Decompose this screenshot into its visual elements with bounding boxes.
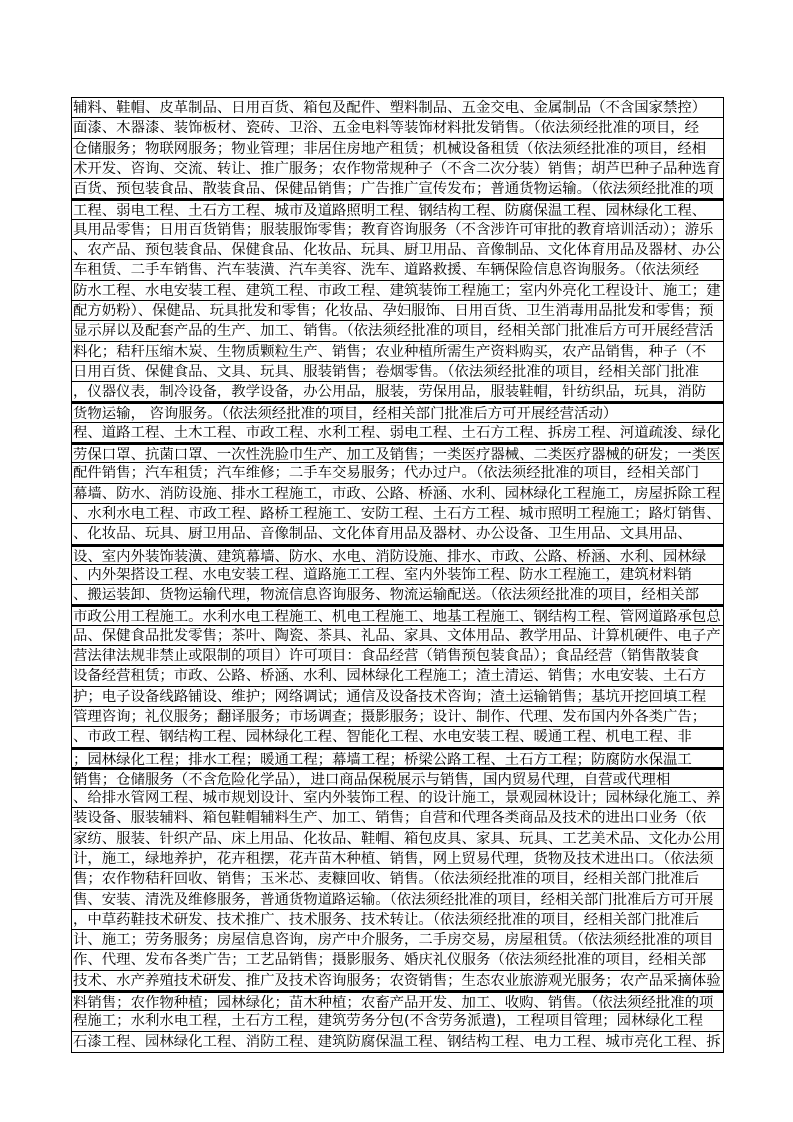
table-row: 术开发、咨询、交流、转让、推广服务；农作物常规种子（不含二次分装）销售；胡芦巴种子品种选育 [71, 159, 724, 179]
table-row: 日用百货、保健食品、文具、玩具、服装销售；卷烟零售。（依法须经批准的项目，经相关部门批准 [71, 362, 724, 382]
table-row: 显示屏以及配套产品的生产、加工、销售。（依法须经批准的项目，经相关部门批准后方可开展经营活 [71, 321, 724, 341]
table-row: 、市政工程、钢结构工程、园林绿化工程、智能化工程、水电安装工程、暖通工程、机电工程、非 [71, 727, 724, 747]
business-scope-table [71, 97, 724, 1053]
table-row: 、搬运装卸、货物运输代理，物流信息咨询服务、物流运输配送。（依法须经批准的项目，经相关部 [71, 585, 724, 605]
table-row: 防水工程、水电安装工程、建筑工程、市政工程、建筑装饰工程施工；室内外亮化工程设计、施工；建 [71, 281, 724, 301]
table-row: 仓储服务；物联网服务；物业管理；非居住房地产租赁；机械设备租赁（依法须经批准的项目，经相 [71, 139, 724, 159]
table-row: 计，施工，绿地养护，花卉租摆，花卉苗木种植、销售，网上贸易代理，货物及技术进出口。（依法须 [71, 849, 724, 869]
table-row: 石漆工程、园林绿化工程、消防工程、建筑防腐保温工程、钢结构工程、电力工程、城市亮化工程、拆 [71, 1032, 724, 1052]
table-row: 幕墙、防水、消防设施、排水工程施工，市政、公路、桥涵、水利、园林绿化工程施工，房屋拆除工程 [71, 484, 724, 504]
table-row: 货物运输， 咨询服务。（依法须经批准的项目，经相关部门批准后方可开展经营活动） [71, 402, 724, 422]
table-row: 料化；秸秆压缩木炭、生物质颗粒生产、销售；农业种植所需生产资料购买，农产品销售，种子（不 [71, 342, 724, 362]
table-row: 管理咨询；礼仪服务；翻译服务；市场调查；摄影服务；设计、制作、代理、发布国内外各类广告； [71, 707, 724, 727]
table-row: 计、施工；劳务服务；房屋信息咨询，房产中介服务，二手房交易，房屋租赁。（依法须经批准的项目 [71, 930, 724, 950]
table-row: 、水利水电工程、市政工程、路桥工程施工、安防工程、土石方工程、城市照明工程施工；路灯销售、 [71, 504, 724, 524]
table-row: 作、代理、发布各类广告；工艺品销售；摄影服务、婚庆礼仪服务（依法须经批准的项目，经相关部 [71, 950, 724, 970]
table-row: 百货、预包装食品、散装食品、保健品销售；广告推广宣传发布；普通货物运输。（依法须经批准的项 [71, 179, 724, 199]
table-row: 配件销售；汽车租赁；汽车维修；二手车交易服务；代办过户。（依法须经批准的项目，经相关部门 [71, 463, 724, 483]
table-row: 设、室内外装饰装潢、建筑幕墙、防水、水电、消防设施、排水、市政、公路、桥涵、水利、园林绿 [71, 545, 724, 565]
table-row: 售、安装、清洗及维修服务，普通货物道路运输。（依法须经批准的项目，经相关部门批准后方可开展 [71, 890, 724, 910]
table-row: 程、道路工程、土木工程、市政工程、水利工程、弱电工程、土石方工程、拆房工程、河道疏浚、绿化 [71, 423, 724, 443]
table-row: 售；农作物秸秆回收、销售；玉米芯、麦糠回收、销售。（依法须经批准的项目，经相关部门批准后 [71, 869, 724, 889]
table-row: 程施工；水利水电工程，土石方工程，建筑劳务分包(不含劳务派遣)，工程项目管理；园林绿化工程 [71, 1011, 724, 1031]
table-row: 面漆、木器漆、装饰板材、瓷砖、卫浴、五金电料等装饰材料批发销售。（依法须经批准的项目，经 [71, 118, 724, 138]
table-row: 工程、弱电工程、土石方工程、城市及道路照明工程、钢结构工程、防腐保温工程、园林绿化工程、 [71, 199, 724, 219]
table-row: ；园林绿化工程；排水工程；暖通工程；幕墙工程；桥梁公路工程、土石方工程；防腐防水保温工 [71, 748, 724, 768]
table-row: 家纺、服装、针织产品、床上用品、化妆品、鞋帽、箱包皮具、家具、玩具、工艺美术品、文化办公用 [71, 829, 724, 849]
table-row: 车租赁、二手车销售、汽车装潢、汽车美容、洗车、道路救援、车辆保险信息咨询服务。（依法须经 [71, 260, 724, 280]
table-row: 技术、水产养殖技术研发、推广及技术咨询服务；农资销售；生态农业旅游观光服务；农产品采摘体验 [71, 971, 724, 991]
table-row: 劳保口罩、抗菌口罩、一次性洗脸巾生产、加工及销售；一类医疗器械、二类医疗器械的研发；一类医 [71, 443, 724, 463]
table-row: 营法律法规非禁止或限制的项目）许可项目：食品经营（销售预包装食品）；食品经营（销售散装食 [71, 646, 724, 666]
table-row: ，中草药鞋技术研发、技术推广、技术服务、技术转让。（依法须经批准的项目，经相关部门批准后 [71, 910, 724, 930]
table-row: 品、保健食品批发零售；茶叶、陶瓷、茶具、礼品、家具、文体用品、教学用品、计算机硬件、电子产 [71, 626, 724, 646]
table-row: 具用品零售；日用百货销售；服装服饰零售；教育咨询服务（不含涉许可审批的教育培训活动）；游乐 [71, 220, 724, 240]
table-row: 、内外架搭设工程、水电安装工程、道路施工工程、室内外装饰工程、防水工程施工，建筑材料销 [71, 565, 724, 585]
table-row: 护；电子设备线路铺设、维护；网络调试；通信及设备技术咨询；渣土运输销售；基坑开挖回填工程 [71, 687, 724, 707]
table-row: 、化妆品、玩具、厨卫用品、音像制品、文化体育用品及器材、办公设备、卫生用品、文具用品、 [71, 524, 724, 544]
table-row: 设备经营租赁；市政、公路、桥涵、水利、园林绿化工程施工；渣土清运、销售；水电安装、土石方 [71, 666, 724, 686]
table-row: 、农产品、预包装食品、保健食品、化妆品、玩具、厨卫用品、音像制品、文化体育用品及器材、办公 [71, 240, 724, 260]
table-row: 销售；仓储服务（不含危险化学品），进口商品保税展示与销售，国内贸易代理，自营或代理相 [71, 768, 724, 788]
table-row: 辅料、鞋帽、皮革制品、日用百货、箱包及配件、塑料制品、五金交电、金属制品（不含国家禁控） [71, 98, 724, 118]
table-row: 料销售；农作物种植；园林绿化；苗木种植；农畜产品开发、加工、收购、销售。（依法须经批准的项 [71, 991, 724, 1011]
table-row: 市政公用工程施工。水利水电工程施工、机电工程施工、地基工程施工、钢结构工程、管网道路承包总 [71, 605, 724, 625]
table-row: 配方奶粉）、保健品、玩具批发和零售；化妆品、孕妇服饰、日用百货、卫生消毒用品批发和零售；预 [71, 301, 724, 321]
table-row: 装设备、服装辅料、箱包鞋帽辅料生产、加工、销售；自营和代理各类商品及技术的进出口业务（依 [71, 808, 724, 828]
table-row: 、给排水管网工程、城市规划设计、室内外装饰工程、的设计施工，景观园林设计；园林绿化施工、养 [71, 788, 724, 808]
table-row: ，仪器仪表，制冷设备，教学设备，办公用品，服装，劳保用品，服装鞋帽，针纺织品，玩具，消防 [71, 382, 724, 402]
